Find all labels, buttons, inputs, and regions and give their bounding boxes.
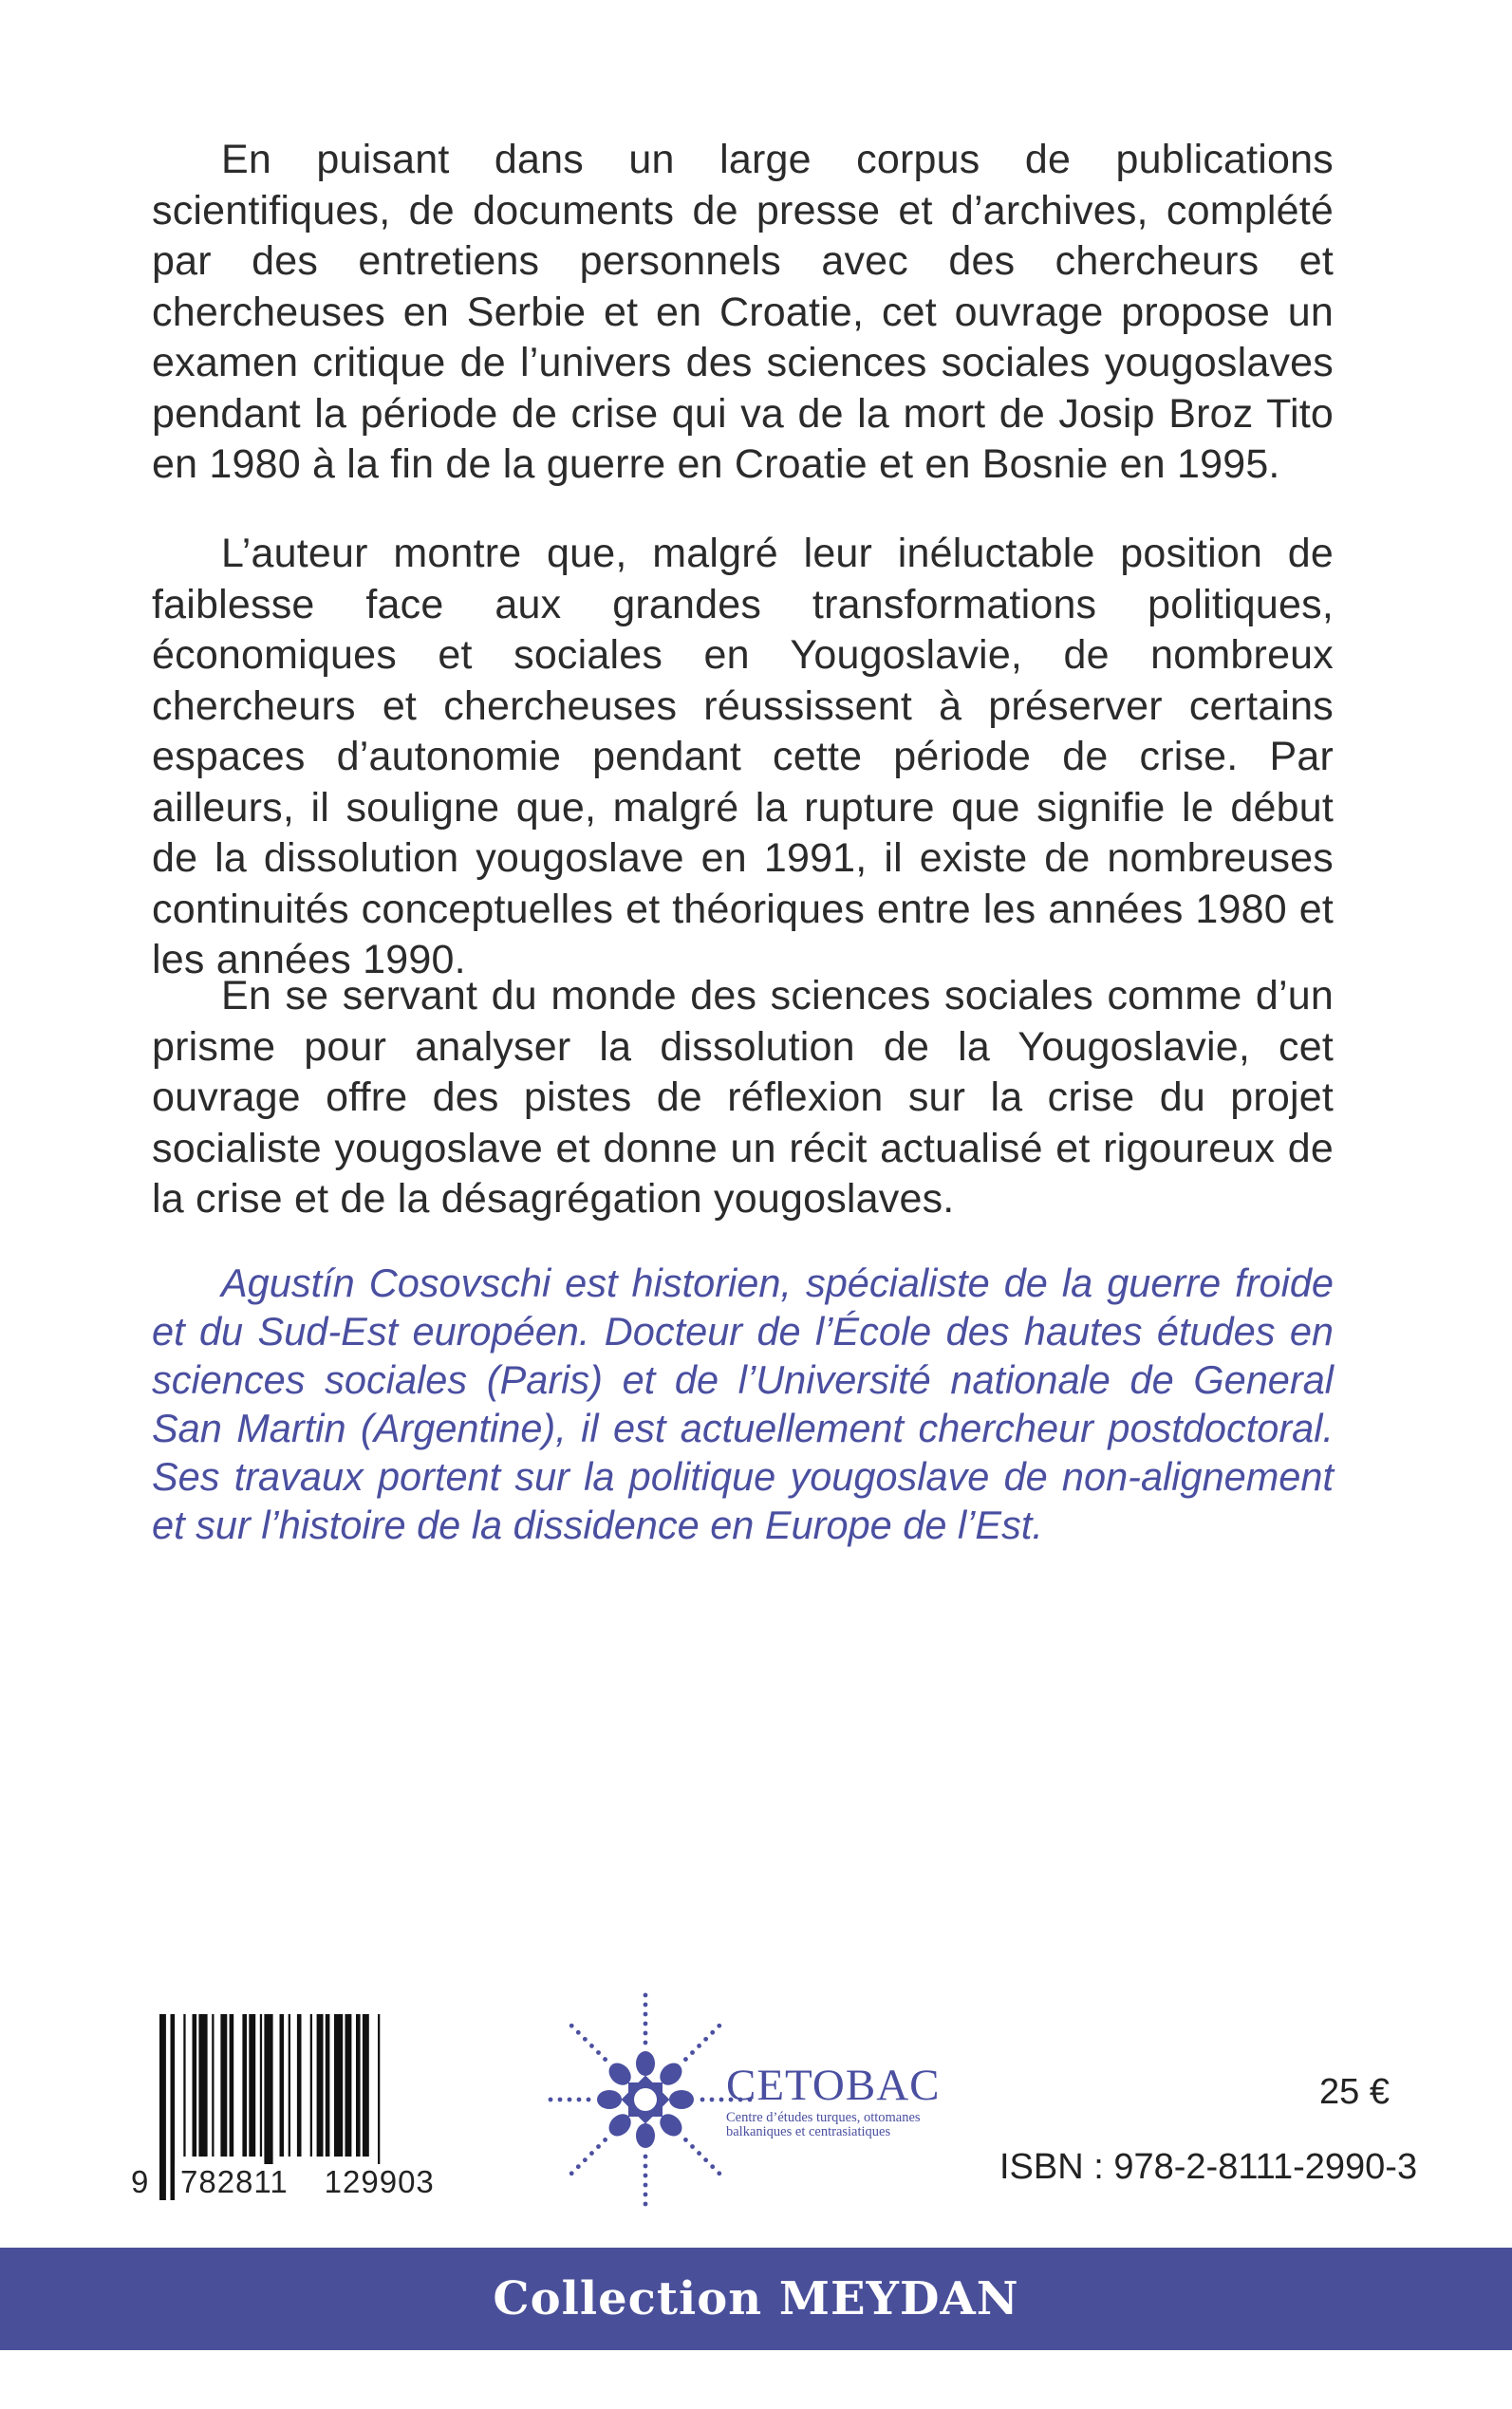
summary-paragraph-1: En puisant dans un large corpus de publications scientifiques, de documents de presse et d’archives, complété par des entretiens personnels avec des chercheurs et chercheuses en Serbie et en Croatie, cet ouvrage propose un examen critique de l’univers des sciences sociales yougoslaves pendant la période de crise qui va de la mort de Josip Broz Tito en 1980 à la fin de la guerre en Croatie et en Bosnie en 1995.: [152, 137, 1334, 487]
barcode-first-digit: 9: [131, 2164, 149, 2199]
collection-title: Collection MEYDAN: [493, 2272, 1019, 2325]
barcode-digits: [131, 2153, 463, 2200]
summary-paragraph-3: En se servant du monde des sciences sociales comme d’un prisme pour analyser la dissolution de la Yougoslavie, cet ouvrage offre des pistes de réflexion sur la crise du projet socialiste yougoslave et donne un récit actualisé et rigoureux de la crise et de la désagrégation yougoslaves.: [152, 973, 1334, 1222]
summary-paragraph-2: L’auteur montre que, malgré leur inéluctable position de faiblesse face aux grandes transformations politiques, économiques et sociales en Yougoslavie, de nombreux chercheurs et chercheuses réussissent à préserver certains espaces d’autonomie pendant cette période de crise. Par ailleurs, il souligne que, malgré la rupture que signifie le début de la dissolution yougoslave en 1991, il existe de nombreuses continuités conceptuelles et théoriques entre les années 1980 et les années 1990.: [152, 531, 1334, 982]
barcode-group-2: 129903: [319, 2164, 440, 2200]
publisher-logo-name: CETOBAC: [726, 2061, 941, 2110]
isbn-label: ISBN : 978-2-8111-2990-3: [999, 2147, 1418, 2187]
collection-banner: [0, 2248, 1512, 2350]
price-label: 25 €: [1319, 2072, 1390, 2112]
author-bio: Agustín Cosovschi est historien, spécialiste de la guerre froide et du Sud-Est européen. Docteur de l’École des hautes études en sciences sociales (Paris) et de l’Université nationale de General San Martin (Argentine), il est actuellement chercheur postdoctoral. Ses travaux portent sur la politique yougoslave de non-alignement et sur l’histoire de la dissidence en Europe de l’Est.: [152, 1261, 1334, 1547]
barcode-group-1: 782811: [175, 2164, 294, 2200]
publisher-logo-subtitle: Centre d’études turques, ottomanes balkaniques et centrasiatiques: [726, 2110, 921, 2139]
